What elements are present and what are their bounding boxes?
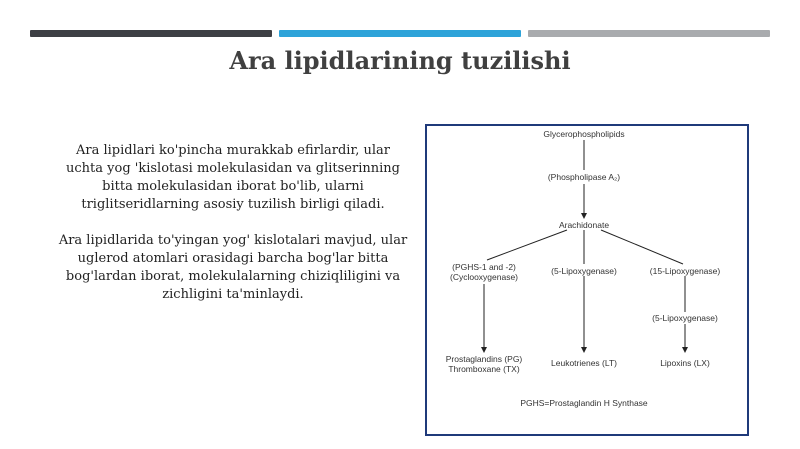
arrow-hub-to-left xyxy=(487,230,567,260)
label-arachidonate: Arachidonate xyxy=(558,220,610,230)
label-pghs: (PGHS-1 and -2) xyxy=(452,262,516,272)
paragraph-1: Ara lipidlari ko'pincha murakkab efirlardir, ular uchta yog 'kislotasi molekulasidan va glitserinning bitta molekulasidan iborat bo'lib, ularni triglitseridlarning asosiy tuzilish birligi qiladi. xyxy=(66,143,400,212)
label-phospholipase: (Phospholipase A₂) xyxy=(547,172,621,182)
accent-bar-gray xyxy=(528,30,770,37)
label-glycerophospholipids: Glycerophospholipids xyxy=(543,129,625,139)
label-5-lipoxygenase-right: (5-Lipoxygenase) xyxy=(652,313,718,323)
label-lipoxins: Lipoxins (LX) xyxy=(660,358,710,368)
label-cyclooxygenase: (Cyclooxygenase) xyxy=(449,272,519,282)
label-15-lipoxygenase: (15-Lipoxygenase) xyxy=(649,266,721,276)
paragraph-2: Ara lipidlarida to'yingan yog' kislotalari mavjud, ular uglerod atomlari orasidagi barcha bog'lar bitta bog'lardan iborat, molekulalarning chiziqliligini va zichligini ta'minlaydi. xyxy=(58,233,408,302)
label-thromboxane: Thromboxane (TX) xyxy=(448,364,520,374)
slide-title: Ara lipidlarining tuzilishi xyxy=(229,46,571,75)
label-5-lipoxygenase-mid: (5-Lipoxygenase) xyxy=(551,266,617,276)
accent-bar-dark xyxy=(30,30,272,37)
label-footnote: PGHS=Prostaglandin H Synthase xyxy=(520,398,648,408)
label-prostaglandins: Prostaglandins (PG) xyxy=(445,354,523,364)
arrow-hub-to-right xyxy=(601,230,683,264)
pathway-diagram xyxy=(425,124,749,436)
label-leukotrienes: Leukotrienes (LT) xyxy=(551,358,617,368)
body-text xyxy=(58,142,408,322)
accent-bar-blue xyxy=(279,30,521,37)
